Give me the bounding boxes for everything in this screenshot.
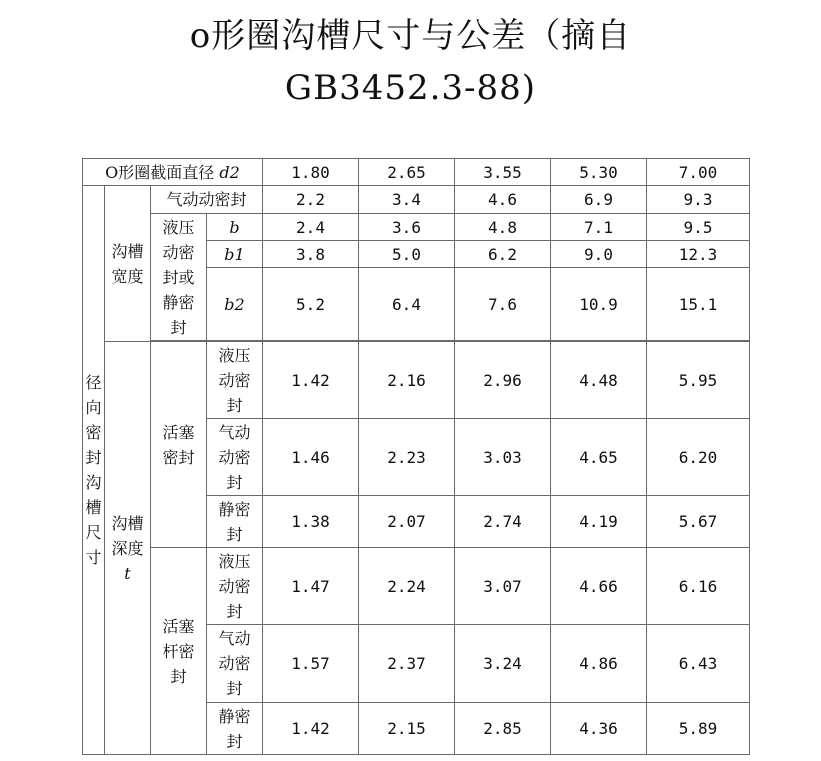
table-cell: 3.07 [455,548,551,625]
header-variable: d2 [219,162,240,182]
header-value: 5.30 [551,159,647,186]
table-cell: 1.57 [263,625,359,703]
row-label: b1 [207,241,263,268]
table-cell: 4.8 [455,214,551,241]
title-line-2: GB3452.3-88) [284,68,537,108]
table-cell: 9.0 [551,241,647,268]
table-cell: 5.2 [263,268,359,341]
table-cell: 5.95 [647,342,750,419]
table-cell: 2.96 [455,342,551,419]
table-cell: 1.46 [263,419,359,496]
table-cell: 2.16 [359,342,455,419]
table-cell: 12.3 [647,241,750,268]
header-value: 1.80 [263,159,359,186]
groove-width-label: 沟槽宽度 [105,186,151,342]
table-cell: 2.07 [359,496,455,548]
table-cell: 2.74 [455,496,551,548]
table-cell: 1.47 [263,548,359,625]
rod-seal-label: 活塞杆密封 [151,548,207,755]
header-label: O形圈截面直径 d2 [83,159,263,186]
table-cell: 4.66 [551,548,647,625]
table-cell: 3.6 [359,214,455,241]
table-cell: 2.24 [359,548,455,625]
table-cell: 2.85 [455,703,551,755]
header-value: 3.55 [455,159,551,186]
table-cell: 6.16 [647,548,750,625]
table-cell: 6.20 [647,419,750,496]
table-cell: 6.43 [647,625,750,703]
table-cell: 15.1 [647,268,750,341]
table-cell: 6.2 [455,241,551,268]
piston-seal-label: 活塞密封 [151,342,207,548]
table-cell: 3.03 [455,419,551,496]
table-cell: 3.24 [455,625,551,703]
table-cell: 1.42 [263,342,359,419]
table-cell: 2.15 [359,703,455,755]
table-cell: 4.86 [551,625,647,703]
table-cell: 3.8 [263,241,359,268]
row-label: b [207,214,263,241]
header-value: 2.65 [359,159,455,186]
row-label: 液压动密封 [207,342,263,419]
row-label: 静密封 [207,496,263,548]
table-cell: 10.9 [551,268,647,341]
groove-depth-label: 沟槽深度 t [105,342,151,755]
table-cell: 4.19 [551,496,647,548]
table-cell: 2.2 [263,186,359,214]
table-row [83,214,750,241]
table-cell: 4.65 [551,419,647,496]
table-cell: 2.23 [359,419,455,496]
title-line-1: o形圈沟槽尺寸与公差（摘自 [189,16,632,56]
table-cell: 2.4 [263,214,359,241]
table-cell: 6.4 [359,268,455,341]
side-label: 径向密封沟槽尺寸 [83,186,105,755]
header-row [83,159,750,186]
row-label: 静密封 [207,703,263,755]
table-cell: 4.48 [551,342,647,419]
hydraulic-label: 液压动密封或静密封 [151,214,207,341]
page-title [0,10,821,114]
row-label: 气动动密封 [207,419,263,496]
table-cell: 5.89 [647,703,750,755]
table-cell: 7.6 [455,268,551,341]
table-cell: 5.67 [647,496,750,548]
row-label: 气动动密封 [151,186,263,214]
table-cell: 9.5 [647,214,750,241]
table-cell: 4.6 [455,186,551,214]
table-cell: 3.4 [359,186,455,214]
table-row [83,548,750,625]
table-cell: 6.9 [551,186,647,214]
table-cell: 1.42 [263,703,359,755]
table-cell: 9.3 [647,186,750,214]
groove-dimension-table [82,158,750,755]
table-cell: 5.0 [359,241,455,268]
table-cell: 1.38 [263,496,359,548]
table-cell: 4.36 [551,703,647,755]
table-row [83,186,750,214]
row-label: 液压动密封 [207,548,263,625]
table-row [83,342,750,419]
header-value: 7.00 [647,159,750,186]
table-cell: 2.37 [359,625,455,703]
row-label: b2 [207,268,263,341]
row-label: 气动动密封 [207,625,263,703]
table-cell: 7.1 [551,214,647,241]
depth-variable: t [124,563,131,583]
